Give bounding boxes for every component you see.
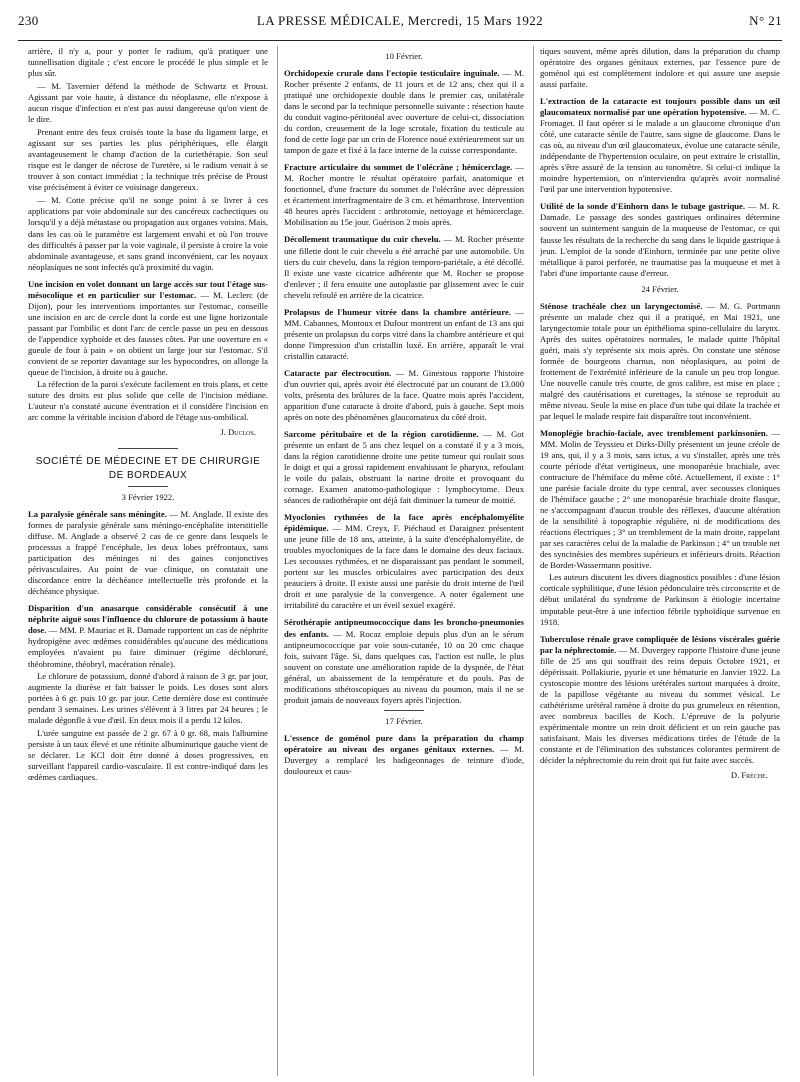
society-name-line1: SOCIÉTÉ DE MÉDECINE ET DE CHIRURGIE [35, 456, 261, 468]
report-paragraph: Sténose trachéale chez un laryngectomisé. — M. G. Portmann présente un malade chez qui il a pratiqué, en Mai 1921, une laryngectomie totale pour un épithélioma spino-cellulaire du larynx. Après des suites opératoires normales, le malade quitte l'hôpital guéri, mais s'y représente six mois après. On constate une sténose formée de bourgeons charnus, non néoplasiques, au point de frottement de l'extrémité inférieure de la canule un peu trop longue. Une nouvelle canule très courte, de gros calibre, est mise en place ; malgré des cautérisations et curettages, la sténose se reproduit au même niveau. Seule la mise en place d'un tube qui dilate la trachée et par lequel le malade respire fait disparaître tout inconvénient. [540, 300, 780, 421]
paragraph: Prenant entre des feux croisés toute la base du ligament large, et agissant sur ses parties les plus périphériques, elle élargit avantageusement le champ d'action de la curiethérapie. Son seul risque est le danger de nécrose de l'uretère, si le radium venait à se trouver à son contact immédiat ; la technique très précise de Proust vise précisément à éviter ce voisinage dangereux. [28, 127, 268, 193]
session-date: 3 Février 1922. [121, 492, 175, 503]
paragraph: L'urée sanguine est passée de 2 gr. 67 à 0 gr. 68, mais l'albumine persiste à un taux élevé et une rétinite albuminurique gauche vient de se déclarer. Le KCl doit être donné à doses progressives, en surveillant l'appareil cardio-vasculaire. Il est contre-indiqué dans les œdèmes cardiaques. [28, 727, 268, 782]
report-paragraph: Utilité de la sonde d'Einhorn dans le tubage gastrique. — M. R. Damade. Le passage des sondes gastriques ordinaires détermine souvent un suintement sanguin de la muqueuse de l'estomac, ce qui fausse les résultats de la recherche du sang dans le liquide gastrique à jeun. L'emploi de la sonde d'Einhorn, terminée par une petite olive métallique à paroi perforée, ne traumatise pas la muqueuse et met à l'abri d'une importante cause d'erreur. [540, 201, 780, 278]
report-paragraph: L'extraction de la cataracte est toujours possible dans un œil glaucomateux normalisé par une opération hypotensive. — M. C. Fromaget. Il faut opérer si le malade a un glaucome chronique d'un côté, une cataracte sénile de l'autre, sans signe de glaucome. Dans le cas où, au niveau d'un œil glaucomateux, évolue une cataracte sénile, indépendante de l'hypertension oculaire, on peut extraire le cristallin, après s'être assuré de la tension au tonomètre. Si celui-ci indique la moindre hypertension, on n'interviendra qu'après avoir normalisé l'œil par une intervention hypotensive. [540, 96, 780, 195]
report-paragraph: Cataracte par électrocution. — M. Ginestous rapporte l'histoire d'un ouvrier qui, après avoir été électrocuté par un courant de 13.000 volts, présenta des brûlures de la face. Quatre mois après l'accident, apparition d'une cataracte à droite d'abord, puis à gauche. Sept mois après on note des phénomènes glaucomateux du côté droit. [284, 367, 524, 422]
report-paragraph: Orchidopexie crurale dans l'ectopie testiculaire inguinale. — M. Rocher présente 2 enfants, de 11 jours et de 12 ans, chez qui il a pratiqué une orchidopexie double dans le premier cas, unilatérale dans le second par la technique personnelle suivante : résection haute du conduit vagino-péritonéal avec ouverture de celui-ci, dissociation du cordon, creusement de la loge scrotale, fixation du testicule au fond de cette loge par un crin de Florence noué extérieurement sur un tampon de gaze et fixé à la face interne de la cuisse correspondante. [284, 68, 524, 156]
header-rule [18, 40, 782, 41]
column-2 [284, 46, 524, 1076]
author-signature: D. Frèche. [730, 769, 768, 780]
issue-number: N° 21 [749, 13, 782, 28]
report-paragraph: L'essence de goménol pure dans la préparation du champ opératoire au niveau des organes génitaux externes. — M. Duvergey a remplacé les badigeonnages de teinture d'iode, douloureux et caus- [284, 732, 524, 776]
paragraph: La réfection de la paroi s'exécute facilement en trois plans, et cette suture des droits est plus solide que celle de l'incision médiane. L'auteur n'a constaté aucune éventration et il considère l'incision en arc comme la véritable incision d'abord de l'étage sus-ombilical. [28, 378, 268, 422]
report-paragraph: Disparition d'un anasarque considérable consécutif à une néphrite aiguë sous l'influence du chlorure de potassium à haute dose. — MM. P. Mauriac et R. Damade rapportent un cas de néphrite hydropigène avec œdèmes considérables qu'aucune des médications employées n'avaient pu faire diminuer (régime déchloruré, théobromine, théobryl, macération rénale). [28, 603, 268, 669]
author-signature: J. Duclos. [220, 427, 256, 438]
report-paragraph: La paralysie générale sans méningite. — M. Anglade. Il existe des formes de paralysie générale sans méningo-encéphalite interstitielle diffuse. M. Anglade a observé 2 cas de ce genre dans lesquels le processus a frappé l'encéphale, les deux lobes préfrontaux, sans participation des méninges ni des gaines conjonctives périvasculaires. Au point de vue clinique, on constatait une discordance entre la déchéance intellectuelle très profonde et la déchéance physique. [28, 509, 268, 597]
report-paragraph: Prolapsus de l'humeur vitrée dans la chambre antérieure. — MM. Cabannes, Montoux et Dufour montrent un enfant de 13 ans qui présente un prolapsus du corps vitré dans la chambre antérieure et qui donne l'impression d'un cristallin luxé. En arrière, apparaît le vrai cristallin cataracté. [284, 306, 524, 361]
paragraph: Le chlorure de potassium, donné d'abord à raison de 3 gr. par jour, augmente la diurèse et fait baisser le poids. Les doses sont alors portées à 6 gr. puis 10 gr. par jour. Cette dernière dose est continuée pendant 3 semaines. Les urines s'élèvent à 3 litres par 24 heures ; le malade dégonfle à vue d'œil. En deux mois il a perdu 12 kilos. [28, 670, 268, 725]
report-paragraph: Sérothérapie antipneumococcique dans les broncho-pneumonies des enfants. — M. Rocaz emploie depuis plus d'un an le sérum antipneumococcique par voie sous-cutanée, 10 ou 20 cmc chaque fois, suivant l'âge. Si, dans quelques cas, l'action est nulle, le plus souvent on constate une amélioration rapide de la dyspnée, de l'état général, un abaissement de la température et du pouls. Pas de modifications sthétoscopiques au niveau du poumon, mais il ne se produit jamais de nouveaux foyers après l'injection. [284, 617, 524, 705]
page-number: 230 [18, 13, 39, 28]
report-paragraph: Myoclonies rythmées de la face après encéphalomyélite épidémique. — MM. Creyx, F. Piéchaud et Daraignez présentent une jeune fille de 18 ans, atteinte, à la suite d'encéphalomyélite, de troubles myocloniques de la face dans le domaine des deux faciaux. Les secousses rythmées, et ne disparaissant pas pendant le sommeil, portent sur les muscles orbiculaires avec participation des deux peauciers à droite. Il existe aussi une parésie du droit interne de l'œil droit et une paralysie de la convergence. A noter également une irritabilité du caractère et un éveil sexuel exagéré. [284, 512, 524, 611]
journal-title: LA PRESSE MÉDICALE, Mercredi, 15 Mars 1922 [256, 13, 544, 28]
paragraph: — M. Tavernier défend la méthode de Schwartz et Proust. Agissant par voie haute, à distance du néoplasme, elle n'expose à aucun risque d'infection et n'est pas aussi dangereuse qu'on vient de le dire. [28, 81, 268, 125]
column-divider [277, 46, 278, 1076]
paragraph: Les auteurs discutent les divers diagnostics possibles : d'une lésion corticale syphilitique, d'une lésion pédonculaire très circonscrite et de début unilatéral du syndrome de Parkinson à étiologie incertaine imputable peut-être à une infection fébrile typhoïdique survenue en 1918. [540, 572, 780, 627]
section-divider [384, 710, 424, 711]
report-paragraph: Fracture articulaire du sommet de l'olécrâne ; hémicerclage. — M. Rocher montre le résultat opératoire parfait, anatomique et fonctionnel, d'une fracture du sommet de l'olécrâne avec dépression et écartement interfragmentaire de 3 cm. et hémarthrose. Intervention 48 heures après l'accident : arthrotomie, nettoyage et hémicerclage. Mobilisation au 15e jour. Guérison 2 mois après. [284, 162, 524, 228]
column-3 [540, 46, 780, 1076]
session-date: 10 Février. [385, 51, 423, 61]
running-header [18, 13, 782, 35]
section-divider [118, 448, 178, 449]
paragraph: — M. Cotte précise qu'il ne songe point à se livrer à ces applications par voie abdominale sur des cancéreux cachectiques ou lorsqu'il y a déjà métastase ou propagation aux organes voisins. Mais, dans les cas où le paramètre est largement envahi et où l'on trouve des difficultés à passer par la voie vaginale, il persiste à croire la voie abdominale avantageuse, et sans grand inconvénient, car les noyaux néoplasiques ne sont infectés qu'à proximité du vagin. [28, 195, 268, 272]
report-paragraph: Tuberculose rénale grave compliquée de lésions viscérales guérie par la néphrectomie. — M. Duvergey rapporte l'histoire d'une jeune fille de 25 ans qui souffrait des reins depuis Octobre 1921, et dépérissait. Pollakiurie, pyurie et une hématurie en Janvier 1922. La cystoscopie montre des lésions urétérales surtout marquées à droite, de la papillose végétante au niveau du sommet vésical. Le cathétérisme urétéral ramène à droite du pus grumeleux en rétention, avec nombreux bacilles de Koch. L'épreuve de la polyurie expérimentale montre un rein droit déficient et un rein gauche pas satisfaisant. Mais les diverses médications tirées de l'étude de la constante et de l'élimination des substances colorantes permirent de décider la néphrectomie du rein droit qui fut faite avec succès. [540, 633, 780, 765]
column-1 [28, 46, 268, 1076]
society-heading [28, 455, 268, 482]
paragraph: arrière, il n'y a, pour y porter le radium, qu'à pratiquer une tunnellisation digitale ; c'est encore le procédé le plus simple et le plus sûr. [28, 46, 268, 79]
paragraph: tiques souvent, même après dilution, dans la préparation du champ opératoire des organes génitaux externes, par l'essence pure de goménol qui est complètement indolore et qui assure une asepsie aussi parfaite. [540, 46, 780, 90]
report-paragraph: Une incision en volet donnant un large accès sur tout l'étage sus-mésocolique et en particulier sur l'estomac. — M. Leclerc (de Dijon), pour les interventions importantes sur l'estomac, conseille une incision en arc de cercle dont la corde est une ligne horizontale passant par l'ombilic et dont l'arc de cercle passe un peu en dessous de l'appendice xyphoïde et des fausses côtes. Par une ouverture en « gueule de four à pain » on obtient un large jour sur l'estomac. S'il convient de se reporter davantage sur les hypocondres, on allonge la queue de l'incision, à droite ou à gauche. [28, 278, 268, 377]
report-paragraph: Monoplégie brachio-faciale, avec tremblement parkinsonien. — MM. Molin de Teyssieu et Dirks-Dilly présentent un jeune créole de 19 ans, qui, il y a 3 mois, sans ictus, a vu s'installer, après une très courte période d'état vertigineux, une monoparésie brachiale, avec contracture de l'hémiface du même côté. Actuellement, il existe : 1° une parésie faciale droite du type central, avec secousses cloniques de l'hémiface gauche ; 2° une monoparésie brachiale droite flasque, ne s'accompagnant d'aucun trouble des réflexes, d'aucune altération de la sensibilité à topographie régulière, ni de modifications des réactions électriques ; 3° un tremblement de la main droite, rappelant par ses caractères celui de la maladie de Parkinson ; 4° un trouble net des syncinésies des membres supérieurs et inférieurs droits. Réaction de Bordet-Wassermann positive. [540, 428, 780, 571]
report-paragraph: Sarcome péritubaire et de la région carotidienne. — M. Got présente un enfant de 5 ans chez lequel on a constaté il y a 3 mois, dans la région carotidienne droite une petite tumeur qui roulait sous le doigt et qui a grossi rapidement envahissant le pharynx, refoulant le voile du palais, obstruant la narine droite et provoquant du cornage. Examen anatomo-pathologique : lymphocytome. Deux séances de radiothérapie ont déjà fait diminuer la tumeur de moitié. [284, 428, 524, 506]
society-name-line2: DE BORDEAUX [108, 469, 188, 481]
session-date: 24 Février. [641, 283, 679, 294]
section-divider [128, 486, 168, 487]
session-date: 17 Février. [385, 715, 423, 726]
report-paragraph: Décollement traumatique du cuir chevelu. — M. Rocher présente une fillette dont le cuir chevelu a été arraché par une automobile. Un tiers du cuir chevelu, dans la région temporo-pariétale, a été décollé. Il existe une vaste cicatrice adhérente que M. Rocher se propose d'enlever ; il fera ensuite une autoplastie par glissement avec le cuir chevelu refoulé en arrière de la cicatrice. [284, 234, 524, 300]
column-divider [533, 46, 534, 1076]
